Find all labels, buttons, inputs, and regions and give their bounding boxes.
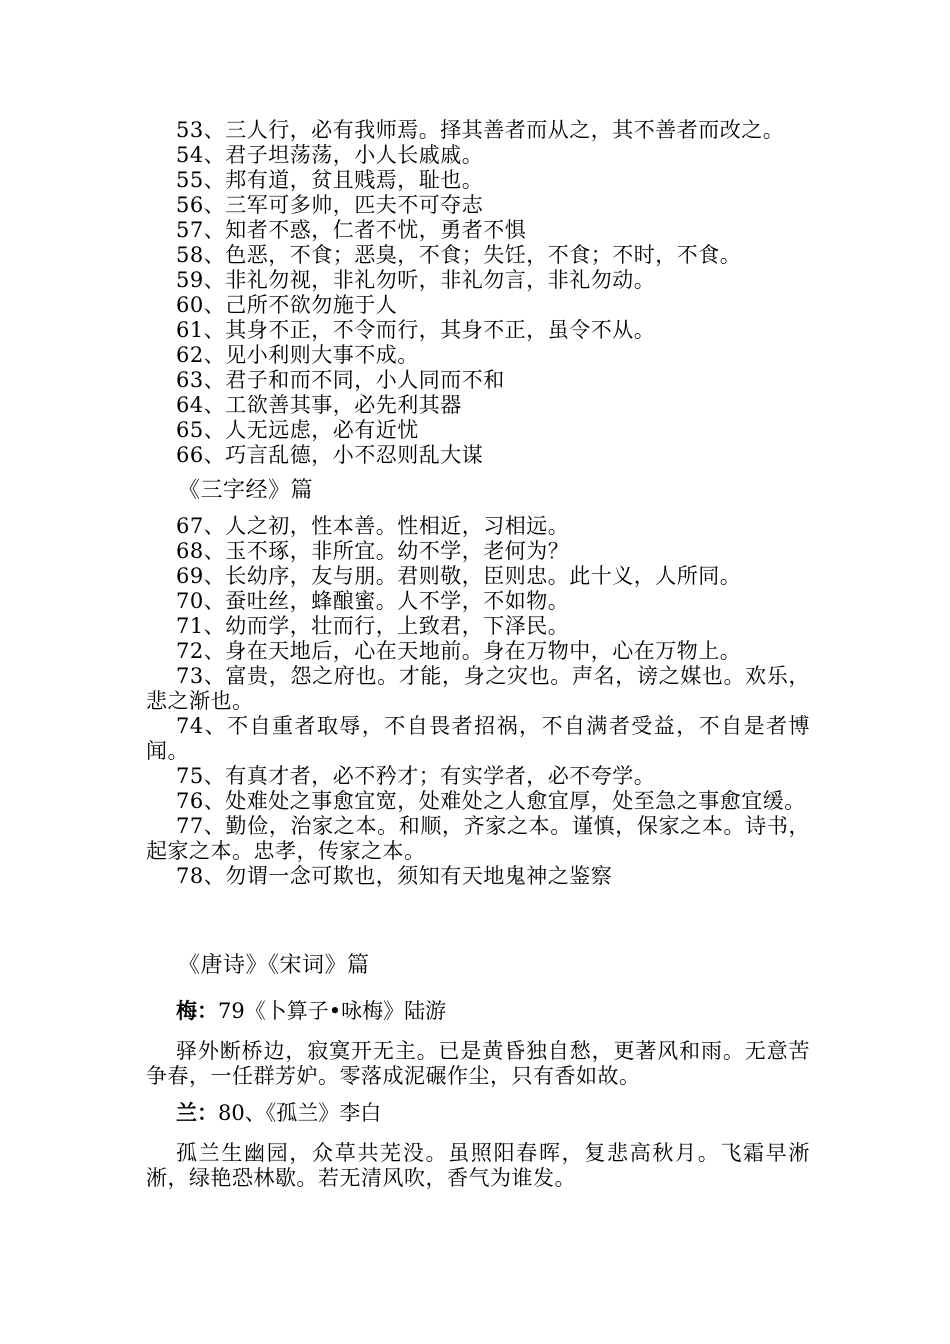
text-line: 72、身在天地后，心在天地前。身在万物中，心在万物上。 — [176, 639, 742, 663]
text-line: 62、见小利则大事不成。 — [176, 343, 419, 367]
section-heading-sanzijing: 《三字经》篇 — [178, 478, 314, 503]
poem-category-label: 兰： — [176, 1101, 218, 1125]
poem-lan — [146, 1099, 810, 1191]
poem-title: 80、《孤兰》李白 — [218, 1101, 382, 1125]
section-heading-tangsong: 《唐诗》《宋词》篇 — [178, 953, 370, 978]
text-line: 67、人之初，性本善。性相近，习相远。 — [176, 514, 570, 538]
text-paragraph: 77、勤俭，治家之本。和顺，齐家之本。谨慎，保家之本。诗书，起家之本。忠孝，传家之本。 — [146, 814, 810, 863]
poem-text: 孤兰生幽园，众草共芜没。虽照阳春晖，复悲高秋月。飞霜早淅淅，绿艳恐林歇。若无清风吹，香气为谁发。 — [146, 1141, 810, 1190]
text-line: 58、色恶，不食；恶臭，不食；失饪，不食；不时，不食。 — [176, 243, 742, 267]
text-paragraph: 74、不自重者取辱，不自畏者招祸，不自满者受益，不自是者博闻。 — [146, 714, 810, 763]
text-line: 60、己所不欲勿施于人 — [176, 293, 398, 317]
text-line: 61、其身不正，不令而行，其身不正，虽令不从。 — [176, 318, 656, 342]
poem-text: 驿外断桥边，寂寞开无主。已是黄昏独自愁，更著风和雨。无意苦争春，一任群芳妒。零落成泥碾作尘，只有香如故。 — [146, 1039, 810, 1088]
text-line: 64、工欲善其事，必先利其器 — [176, 393, 462, 417]
text-line: 53、三人行，必有我师焉。择其善者而从之，其不善者而改之。 — [176, 118, 785, 142]
text-paragraph: 76、处难处之事愈宜宽，处难处之人愈宜厚，处至急之事愈宜缓。 — [176, 789, 806, 813]
poem-mei — [146, 997, 810, 1089]
poem-title: 79《卜算子•咏梅》陆游 — [218, 999, 447, 1023]
text-line: 70、蚕吐丝，蜂酿蜜。人不学，不如物。 — [176, 589, 570, 613]
text-paragraph: 78、勿谓一念可欺也，须知有天地鬼神之鉴察 — [176, 864, 613, 888]
poem-title-line — [146, 1099, 810, 1127]
text-line: 54、君子坦荡荡，小人长戚戚。 — [176, 143, 484, 167]
text-line: 69、长幼序，友与朋。君则敬，臣则忠。此十义，人所同。 — [176, 564, 742, 588]
text-line: 56、三军可多帅，匹夫不可夺志 — [176, 193, 484, 217]
lunyu-section — [146, 118, 810, 468]
text-line: 55、邦有道，贫且贱焉，耻也。 — [176, 168, 484, 192]
text-paragraph: 75、有真才者，必不矜才；有实学者，必不夸学。 — [176, 764, 656, 788]
document-page — [146, 118, 810, 1191]
text-line: 63、君子和而不同，小人同而不和 — [176, 368, 505, 392]
text-line: 68、玉不琢，非所宜。幼不学，老何为？ — [176, 539, 570, 563]
poem-title-line — [146, 997, 810, 1025]
text-paragraph: 73、富贵，怨之府也。才能，身之灾也。声名，谤之媒也。欢乐，悲之渐也。 — [146, 664, 810, 713]
text-line: 66、巧言乱德，小不忍则乱大谋 — [176, 443, 484, 467]
text-line: 59、非礼勿视，非礼勿听，非礼勿言，非礼勿动。 — [176, 268, 656, 292]
sanzijing-section — [146, 514, 810, 889]
poem-category-label: 梅： — [176, 999, 218, 1023]
text-line: 71、幼而学，壮而行，上致君，下泽民。 — [176, 614, 570, 638]
text-line: 65、人无远虑，必有近忧 — [176, 418, 419, 442]
text-line: 57、知者不惑，仁者不忧，勇者不惧 — [176, 218, 527, 242]
